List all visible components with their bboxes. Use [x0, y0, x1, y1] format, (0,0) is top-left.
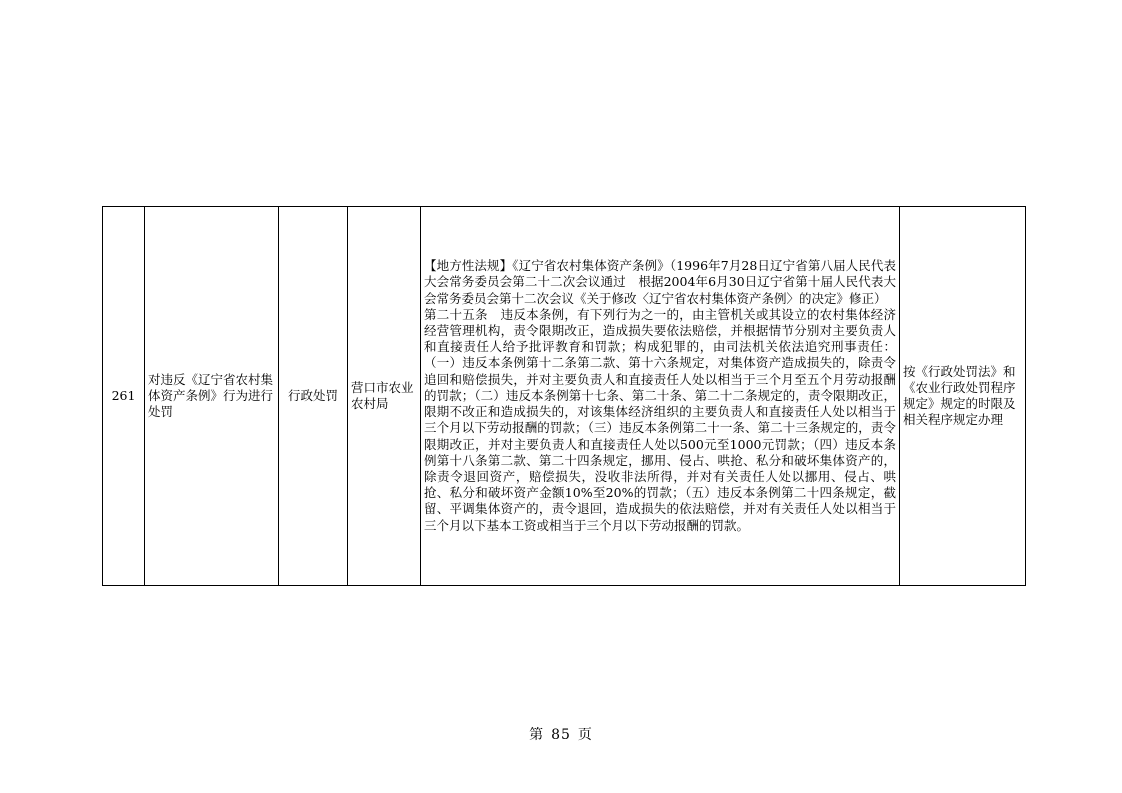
- procedure-note: 按《行政处罚法》和《农业行政处罚程序规定》规定的时限及相关程序规定办理: [903, 363, 1016, 428]
- table-row: [103, 207, 1026, 586]
- legal-basis-cell: [421, 207, 900, 586]
- page-prefix: 第: [529, 727, 545, 743]
- category: 行政处罚: [287, 387, 338, 403]
- item-name-cell: [145, 207, 279, 586]
- row-number-cell: [103, 207, 145, 586]
- category-cell: [279, 207, 348, 586]
- page-footer: [0, 724, 1122, 744]
- procedure-note-cell: [900, 207, 1026, 586]
- legal-basis-header: 【地方性法规】《辽宁省农村集体资产条例》（1996年7月28日辽宁省第八届人民代表大会常务委员会第二十二次会议通过 根据2004年6月30日辽宁省第十届人民代表大会常务委员会第十二次会议《关于修改〈辽宁省农村集体资产条例〉的决定》修正）: [424, 258, 896, 306]
- page-number: 85: [551, 727, 571, 743]
- row-number: 261: [111, 387, 136, 403]
- item-name: 对违反《辽宁省农村集体资产条例》行为进行处罚: [148, 371, 274, 420]
- department-cell: [348, 207, 421, 586]
- record-table: [102, 206, 1026, 586]
- department: 营口市农业农村局: [351, 379, 414, 411]
- page-suffix: 页: [577, 727, 593, 743]
- legal-basis-article: 第二十五条 违反本条例，有下列行为之一的，由主管机关或其设立的农村集体经济经营管理机构，责令限期改正，造成损失要依法赔偿，并根据情节分别对主要负责人和直接责任人给予批评教育和罚款；构成犯罪的，由司法机关依法追究刑事责任：（一）违反本条例第十二条第二款、第十六条规定，对集体资产造成损失的，除责令追回和赔偿损失，并对主要负责人和直接责任人处以相当于三个月至五个月劳动报酬的罚款；（二）违反本条例第十七条、第二十条、第二十二条规定的，责令限期改正，限期不改正和造成损失的，对该集体经济组织的主要负责人和直接责任人处以相当于三个月以下劳动报酬的罚款；（三）违反本条例第二十一条、第二十三条规定的，责令限期改正，并对主要负责人和直接责任人处以500元至1000元罚款；（四）违反本条例第十八条第二款、第二十四条规定，挪用、侵占、哄抢、私分和破坏集体资产的，除责令退回资产，赔偿损失，没收非法所得，并对有关责任人处以挪用、侵占、哄抢、私分和破坏资产金额10%至20%的罚款；（五）违反本条例第二十四条规定，截留、平调集体资产的，责令退回，造成损失的依法赔偿，并对有关责任人处以相当于三个月以下基本工资或相当于三个月以下劳动报酬的罚款。: [424, 306, 896, 533]
